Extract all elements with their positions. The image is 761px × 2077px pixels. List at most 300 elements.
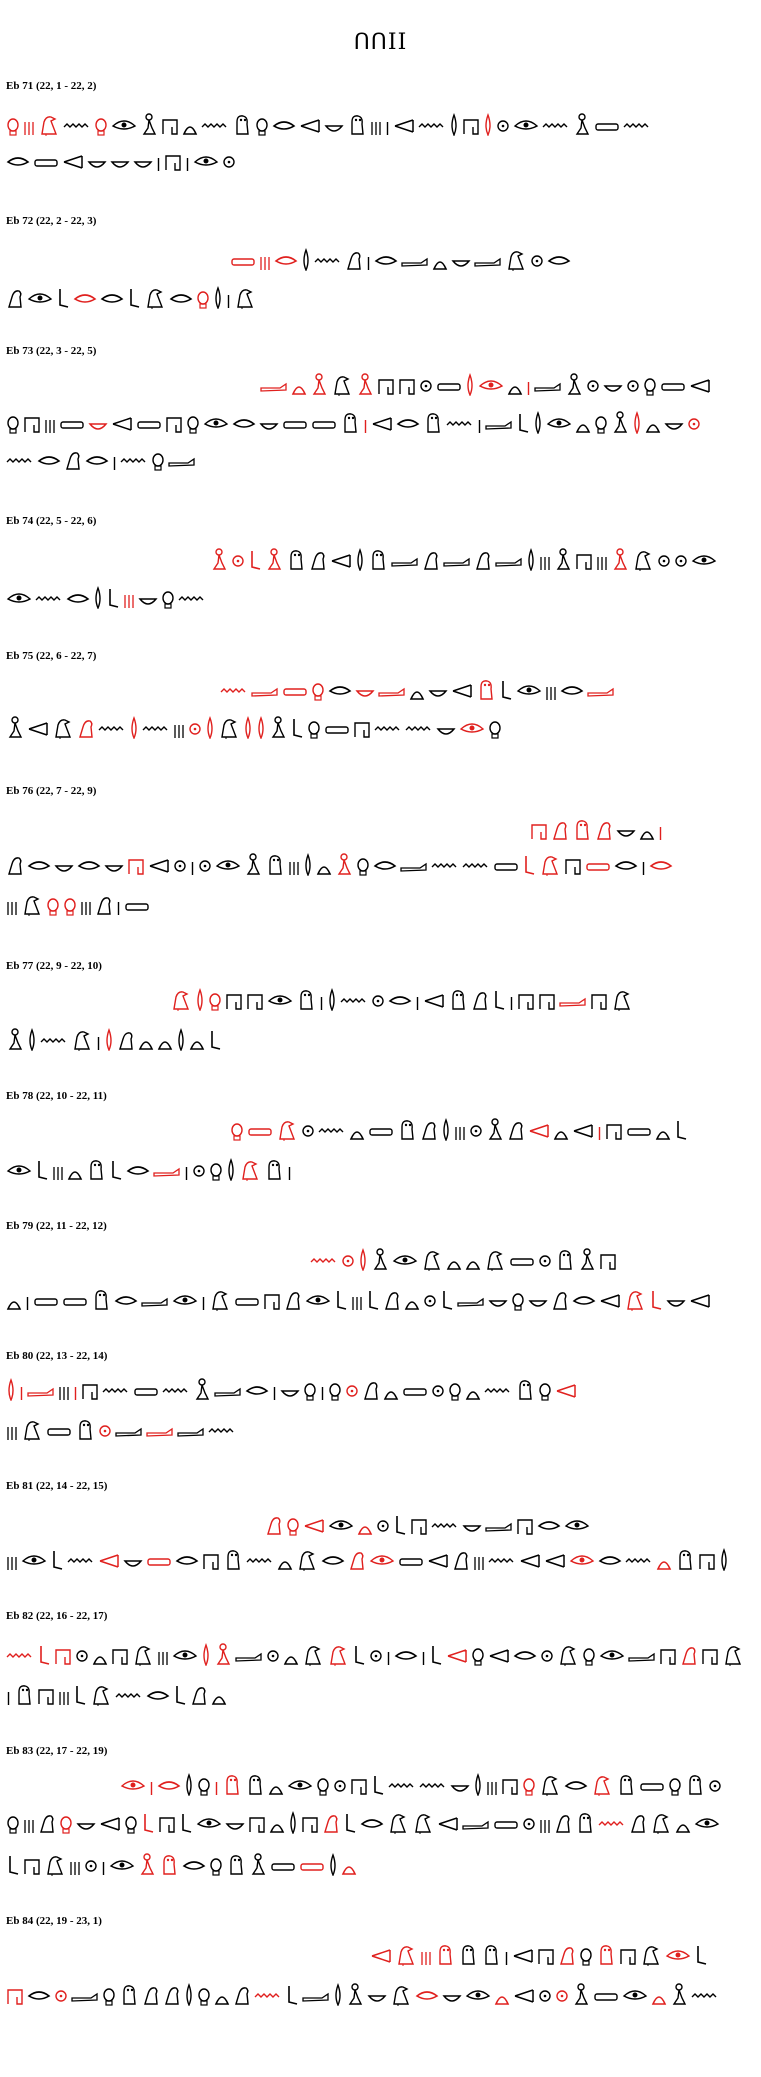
house-plan-icon bbox=[111, 1642, 129, 1666]
sun-disc-icon bbox=[84, 1852, 98, 1876]
seated-man-icon bbox=[335, 852, 353, 876]
pot-icon bbox=[286, 1512, 300, 1536]
book-roll-icon bbox=[62, 1287, 88, 1311]
arm-sign-icon bbox=[153, 1157, 181, 1181]
reed-leaf-icon bbox=[176, 1027, 186, 1051]
water-ripple-icon bbox=[374, 715, 402, 739]
vulture-icon bbox=[539, 852, 561, 876]
sun-disc-icon bbox=[173, 852, 187, 876]
water-ripple-icon bbox=[142, 715, 170, 739]
water-ripple-icon bbox=[418, 112, 446, 136]
seated-man-icon bbox=[244, 852, 262, 876]
house-plan-icon bbox=[462, 112, 480, 136]
mouth-sign-icon bbox=[27, 1982, 51, 2006]
bread-loaf-icon bbox=[268, 1772, 284, 1796]
owl-icon bbox=[86, 1157, 106, 1181]
water-ripple-icon bbox=[598, 1810, 626, 1834]
seated-man-icon bbox=[6, 1027, 24, 1051]
arm-sign-icon bbox=[457, 1287, 485, 1311]
quail-chick-icon bbox=[471, 987, 489, 1011]
glyph-line bbox=[6, 1155, 300, 1181]
pot-icon bbox=[161, 585, 175, 609]
stroke-icon bbox=[385, 112, 390, 136]
eye-sign-icon bbox=[459, 715, 485, 739]
owl-icon bbox=[575, 1810, 595, 1834]
glyph-line bbox=[6, 1415, 260, 1441]
plural-strokes-icon bbox=[259, 247, 271, 271]
stroke-icon bbox=[641, 852, 646, 876]
glyph-line bbox=[6, 1285, 730, 1311]
stroke-icon bbox=[363, 410, 368, 434]
owl-icon bbox=[448, 987, 468, 1011]
quail-chick-icon bbox=[551, 817, 569, 841]
arrow-sign-icon bbox=[371, 410, 393, 434]
bread-loaf-icon bbox=[656, 1547, 672, 1571]
pot-icon bbox=[197, 1772, 211, 1796]
leg-sign-icon bbox=[393, 1512, 407, 1536]
arm-sign-icon bbox=[391, 547, 419, 571]
pot-icon bbox=[6, 1810, 20, 1834]
book-roll-icon bbox=[136, 410, 162, 434]
quail-chick-icon bbox=[95, 892, 113, 916]
reed-leaf-icon bbox=[93, 585, 103, 609]
eye-sign-icon bbox=[172, 1642, 198, 1666]
stroke-icon bbox=[597, 1117, 602, 1141]
basket-icon bbox=[664, 410, 684, 434]
house-plan-icon bbox=[516, 1512, 534, 1536]
reed-leaf-icon bbox=[184, 1772, 194, 1796]
seated-man-icon bbox=[573, 112, 591, 136]
basket-icon bbox=[54, 852, 74, 876]
house-plan-icon bbox=[353, 715, 371, 739]
eye-sign-icon bbox=[599, 1642, 625, 1666]
sun-disc-icon bbox=[371, 987, 385, 1011]
vulture-icon bbox=[591, 1772, 613, 1796]
water-ripple-icon bbox=[625, 1547, 653, 1571]
quail-chick-icon bbox=[554, 1810, 572, 1834]
water-ripple-icon bbox=[6, 447, 34, 471]
sun-disc-icon bbox=[522, 1810, 536, 1834]
sun-disc-icon bbox=[98, 1417, 112, 1441]
glyph-line bbox=[370, 1940, 720, 1966]
bread-loaf-icon bbox=[507, 372, 523, 396]
pot-icon bbox=[63, 892, 77, 916]
glyph-line bbox=[6, 146, 240, 172]
pot-icon bbox=[471, 1642, 485, 1666]
bread-loaf-icon bbox=[182, 112, 198, 136]
arrow-sign-icon bbox=[599, 1287, 621, 1311]
sun-disc-icon bbox=[496, 112, 510, 136]
basket-icon bbox=[88, 410, 108, 434]
quail-chick-icon bbox=[38, 1810, 56, 1834]
pot-icon bbox=[643, 372, 657, 396]
plural-strokes-icon bbox=[44, 410, 56, 434]
quail-chick-icon bbox=[629, 1810, 647, 1834]
pot-icon bbox=[522, 1772, 536, 1796]
seated-man-icon bbox=[371, 1247, 389, 1271]
reed-leaf-icon bbox=[358, 1247, 368, 1271]
book-roll-icon bbox=[493, 852, 519, 876]
mouth-sign-icon bbox=[560, 677, 584, 701]
water-ripple-icon bbox=[388, 1772, 416, 1796]
arrow-sign-icon bbox=[572, 1117, 594, 1141]
vulture-icon bbox=[395, 1942, 417, 1966]
stroke-icon bbox=[366, 247, 371, 271]
sun-disc-icon bbox=[530, 247, 544, 271]
vulture-icon bbox=[209, 1287, 231, 1311]
water-ripple-icon bbox=[484, 1377, 512, 1401]
sun-disc-icon bbox=[341, 1247, 355, 1271]
seated-man-icon bbox=[356, 372, 374, 396]
house-plan-icon bbox=[6, 1982, 24, 2006]
page-number: ᑎᑎII bbox=[353, 30, 408, 55]
pot-icon bbox=[594, 410, 608, 434]
book-roll-icon bbox=[133, 1377, 159, 1401]
bread-loaf-icon bbox=[357, 1512, 373, 1536]
leg-sign-icon bbox=[343, 1810, 357, 1834]
glyph-line bbox=[6, 1640, 760, 1666]
plural-strokes-icon bbox=[420, 1942, 432, 1966]
pot-icon bbox=[46, 892, 60, 916]
mouth-sign-icon bbox=[175, 1547, 199, 1571]
quail-chick-icon bbox=[6, 285, 24, 309]
arm-sign-icon bbox=[177, 1417, 205, 1441]
pot-icon bbox=[196, 285, 210, 309]
bread-loaf-icon bbox=[138, 1027, 154, 1051]
water-ripple-icon bbox=[340, 987, 368, 1011]
house-plan-icon bbox=[538, 987, 556, 1011]
arrow-sign-icon bbox=[555, 1377, 577, 1401]
leg-sign-icon bbox=[674, 1117, 688, 1141]
glyph-line bbox=[6, 850, 690, 876]
house-plan-icon bbox=[698, 1547, 716, 1571]
plural-strokes-icon bbox=[539, 1810, 551, 1834]
water-ripple-icon bbox=[63, 112, 91, 136]
mouth-sign-icon bbox=[572, 1287, 596, 1311]
book-roll-icon bbox=[247, 1117, 273, 1141]
stroke-icon bbox=[214, 1772, 219, 1796]
stroke-icon bbox=[509, 987, 514, 1011]
reed-leaf-icon bbox=[333, 1982, 343, 2006]
plural-strokes-icon bbox=[486, 1772, 498, 1796]
bread-loaf-icon bbox=[465, 1247, 481, 1271]
plural-strokes-icon bbox=[351, 1287, 363, 1311]
house-plan-icon bbox=[537, 1942, 555, 1966]
stroke-icon bbox=[112, 447, 117, 471]
bread-loaf-icon bbox=[404, 1287, 420, 1311]
sun-disc-icon bbox=[538, 1982, 552, 2006]
basket-icon bbox=[123, 1547, 143, 1571]
basket-icon bbox=[280, 1377, 300, 1401]
stroke-icon bbox=[149, 1772, 154, 1796]
reed-leaf-icon bbox=[288, 1810, 298, 1834]
basket-icon bbox=[428, 677, 448, 701]
mouth-sign-icon bbox=[649, 852, 673, 876]
eye-sign-icon bbox=[267, 987, 293, 1011]
water-ripple-icon bbox=[318, 1117, 346, 1141]
arm-sign-icon bbox=[235, 1642, 263, 1666]
sun-disc-icon bbox=[198, 852, 212, 876]
reed-leaf-icon bbox=[226, 1157, 236, 1181]
plural-strokes-icon bbox=[6, 892, 18, 916]
bread-loaf-icon bbox=[349, 1117, 365, 1141]
water-ripple-icon bbox=[542, 112, 570, 136]
water-ripple-icon bbox=[405, 715, 433, 739]
basket-icon bbox=[666, 1287, 686, 1311]
eye-sign-icon bbox=[665, 1942, 691, 1966]
water-ripple-icon bbox=[115, 1682, 143, 1706]
plural-strokes-icon bbox=[157, 1642, 169, 1666]
basket-icon bbox=[324, 112, 344, 136]
house-plan-icon bbox=[564, 852, 582, 876]
mouth-sign-icon bbox=[388, 987, 412, 1011]
entry-label: Eb 73 (22, 3 - 22, 5) bbox=[6, 345, 97, 357]
stroke-icon bbox=[190, 852, 195, 876]
leg-sign-icon bbox=[56, 285, 70, 309]
vulture-icon bbox=[234, 285, 256, 309]
plural-strokes-icon bbox=[6, 1417, 18, 1441]
pot-icon bbox=[197, 1982, 211, 2006]
eye-sign-icon bbox=[109, 1852, 135, 1876]
reed-leaf-icon bbox=[483, 112, 493, 136]
entry-label: Eb 75 (22, 6 - 22, 7) bbox=[6, 650, 97, 662]
basket-icon bbox=[133, 148, 153, 172]
leg-sign-icon bbox=[173, 1682, 187, 1706]
seated-man-icon bbox=[611, 547, 629, 571]
eye-sign-icon bbox=[6, 585, 32, 609]
mouth-sign-icon bbox=[100, 285, 124, 309]
quail-chick-icon bbox=[284, 1287, 302, 1311]
glyph-line bbox=[230, 245, 590, 271]
stroke-icon bbox=[526, 372, 531, 396]
water-ripple-icon bbox=[246, 1547, 274, 1571]
book-roll-icon bbox=[585, 852, 611, 876]
bread-loaf-icon bbox=[316, 852, 332, 876]
reed-leaf-icon bbox=[473, 1772, 483, 1796]
seated-man-icon bbox=[611, 410, 629, 434]
plural-strokes-icon bbox=[23, 1810, 35, 1834]
seated-man-icon bbox=[193, 1377, 211, 1401]
reed-leaf-icon bbox=[129, 715, 139, 739]
quail-chick-icon bbox=[142, 1982, 160, 2006]
reed-leaf-icon bbox=[449, 112, 459, 136]
mouth-sign-icon bbox=[513, 1642, 537, 1666]
stroke-icon bbox=[386, 1642, 391, 1666]
bread-loaf-icon bbox=[157, 1027, 173, 1051]
bread-loaf-icon bbox=[277, 1547, 293, 1571]
arrow-sign-icon bbox=[299, 112, 321, 136]
eye-sign-icon bbox=[513, 112, 539, 136]
arm-sign-icon bbox=[146, 1417, 174, 1441]
vulture-icon bbox=[132, 1642, 154, 1666]
quail-chick-icon bbox=[117, 1027, 135, 1051]
vulture-icon bbox=[632, 547, 654, 571]
eye-sign-icon bbox=[564, 1512, 590, 1536]
glyph-line bbox=[230, 1115, 715, 1141]
eye-sign-icon bbox=[193, 148, 219, 172]
arm-sign-icon bbox=[214, 1377, 242, 1401]
vulture-icon bbox=[302, 1642, 324, 1666]
book-roll-icon bbox=[33, 148, 59, 172]
reed-leaf-icon bbox=[328, 1852, 338, 1876]
eye-sign-icon bbox=[120, 1772, 146, 1796]
house-plan-icon bbox=[23, 410, 41, 434]
arm-sign-icon bbox=[534, 372, 562, 396]
plural-strokes-icon bbox=[539, 547, 551, 571]
house-plan-icon bbox=[301, 1810, 319, 1834]
mouth-sign-icon bbox=[77, 852, 101, 876]
owl-icon bbox=[75, 1417, 95, 1441]
water-ripple-icon bbox=[6, 1642, 34, 1666]
leg-sign-icon bbox=[127, 285, 141, 309]
eye-sign-icon bbox=[172, 1287, 198, 1311]
reed-leaf-icon bbox=[27, 1027, 37, 1051]
owl-icon bbox=[368, 547, 388, 571]
plural-strokes-icon bbox=[23, 112, 35, 136]
vulture-icon bbox=[484, 1247, 506, 1271]
book-roll-icon bbox=[234, 1287, 260, 1311]
owl-icon bbox=[159, 1852, 179, 1876]
book-roll-icon bbox=[59, 410, 85, 434]
arrow-sign-icon bbox=[148, 852, 170, 876]
water-ripple-icon bbox=[201, 112, 229, 136]
bread-loaf-icon bbox=[214, 1982, 230, 2006]
pot-icon bbox=[230, 1117, 244, 1141]
mouth-sign-icon bbox=[415, 1982, 439, 2006]
arm-sign-icon bbox=[141, 1287, 169, 1311]
owl-icon bbox=[119, 1982, 139, 2006]
arm-sign-icon bbox=[485, 1512, 513, 1536]
owl-icon bbox=[596, 1942, 616, 1966]
house-plan-icon bbox=[605, 1117, 623, 1141]
basket-icon bbox=[488, 1287, 508, 1311]
mouth-sign-icon bbox=[114, 1287, 138, 1311]
house-plan-icon bbox=[165, 410, 183, 434]
sun-disc-icon bbox=[540, 1642, 554, 1666]
arm-sign-icon bbox=[71, 1982, 99, 2006]
mouth-sign-icon bbox=[73, 285, 97, 309]
house-plan-icon bbox=[350, 1772, 368, 1796]
mouth-sign-icon bbox=[396, 410, 420, 434]
plural-strokes-icon bbox=[69, 1852, 81, 1876]
reed-leaf-icon bbox=[301, 247, 311, 271]
book-roll-icon bbox=[509, 1247, 535, 1271]
vulture-icon bbox=[421, 1247, 443, 1271]
basket-icon bbox=[259, 410, 279, 434]
basket-icon bbox=[603, 372, 623, 396]
owl-icon bbox=[296, 987, 316, 1011]
pot-icon bbox=[316, 1772, 330, 1796]
bread-loaf-icon bbox=[655, 1117, 671, 1141]
house-plan-icon bbox=[517, 987, 535, 1011]
water-ripple-icon bbox=[254, 1982, 282, 2006]
water-ripple-icon bbox=[178, 585, 206, 609]
leg-sign-icon bbox=[371, 1772, 385, 1796]
owl-icon bbox=[572, 817, 592, 841]
pot-icon bbox=[328, 1377, 342, 1401]
sun-disc-icon bbox=[266, 1642, 280, 1666]
pot-icon bbox=[307, 715, 321, 739]
basket-icon bbox=[87, 148, 107, 172]
plural-strokes-icon bbox=[473, 1547, 485, 1571]
sun-disc-icon bbox=[333, 1772, 347, 1796]
arrow-sign-icon bbox=[689, 1287, 711, 1311]
owl-icon bbox=[675, 1547, 695, 1571]
arrow-sign-icon bbox=[99, 1810, 121, 1834]
bread-loaf-icon bbox=[432, 247, 448, 271]
stroke-icon bbox=[184, 1157, 189, 1181]
house-plan-icon bbox=[158, 1810, 176, 1834]
reed-leaf-icon bbox=[256, 715, 266, 739]
arrow-sign-icon bbox=[519, 1547, 541, 1571]
seated-man-icon bbox=[572, 1982, 590, 2006]
stroke-icon bbox=[156, 148, 161, 172]
mouth-sign-icon bbox=[374, 247, 398, 271]
eye-sign-icon bbox=[305, 1287, 331, 1311]
arm-sign-icon bbox=[559, 987, 587, 1011]
glyph-line bbox=[170, 985, 640, 1011]
reed-leaf-icon bbox=[355, 547, 365, 571]
book-roll-icon bbox=[46, 1417, 72, 1441]
pot-icon bbox=[209, 1852, 223, 1876]
leg-sign-icon bbox=[106, 585, 120, 609]
pot-icon bbox=[488, 715, 502, 739]
water-ripple-icon bbox=[623, 112, 651, 136]
glyph-line bbox=[210, 545, 720, 571]
plural-strokes-icon bbox=[123, 585, 135, 609]
mouth-sign-icon bbox=[157, 1772, 181, 1796]
mouth-sign-icon bbox=[564, 1772, 588, 1796]
leg-sign-icon bbox=[208, 1027, 222, 1051]
seated-man-icon bbox=[214, 1642, 232, 1666]
eye-sign-icon bbox=[111, 112, 137, 136]
sun-disc-icon bbox=[657, 547, 671, 571]
house-plan-icon bbox=[599, 1247, 617, 1271]
stroke-icon bbox=[287, 1157, 292, 1181]
arrow-sign-icon bbox=[528, 1117, 550, 1141]
seated-man-icon bbox=[486, 1117, 504, 1141]
basket-icon bbox=[450, 1772, 470, 1796]
stroke-icon bbox=[25, 1287, 30, 1311]
sun-disc-icon bbox=[192, 1157, 206, 1181]
mouth-sign-icon bbox=[373, 852, 397, 876]
pot-icon bbox=[124, 1810, 138, 1834]
seated-man-icon bbox=[565, 372, 583, 396]
bread-loaf-icon bbox=[6, 1287, 22, 1311]
pot-icon bbox=[579, 1942, 593, 1966]
quail-chick-icon bbox=[233, 1982, 251, 2006]
plural-strokes-icon bbox=[288, 852, 300, 876]
owl-icon bbox=[222, 1772, 242, 1796]
book-roll-icon bbox=[299, 1852, 325, 1876]
arm-sign-icon bbox=[587, 677, 615, 701]
water-ripple-icon bbox=[314, 247, 342, 271]
eye-sign-icon bbox=[21, 1547, 47, 1571]
stroke-icon bbox=[116, 892, 121, 916]
glyph-line bbox=[6, 110, 660, 136]
vulture-icon bbox=[239, 1157, 261, 1181]
quail-chick-icon bbox=[551, 1287, 569, 1311]
sun-disc-icon bbox=[376, 1512, 390, 1536]
house-plan-icon bbox=[619, 1942, 637, 1966]
sun-disc-icon bbox=[687, 410, 701, 434]
sun-disc-icon bbox=[419, 372, 433, 396]
basket-icon bbox=[436, 715, 456, 739]
plural-strokes-icon bbox=[370, 112, 382, 136]
reed-leaf-icon bbox=[526, 547, 536, 571]
vulture-icon bbox=[296, 1547, 318, 1571]
quail-chick-icon bbox=[680, 1642, 698, 1666]
